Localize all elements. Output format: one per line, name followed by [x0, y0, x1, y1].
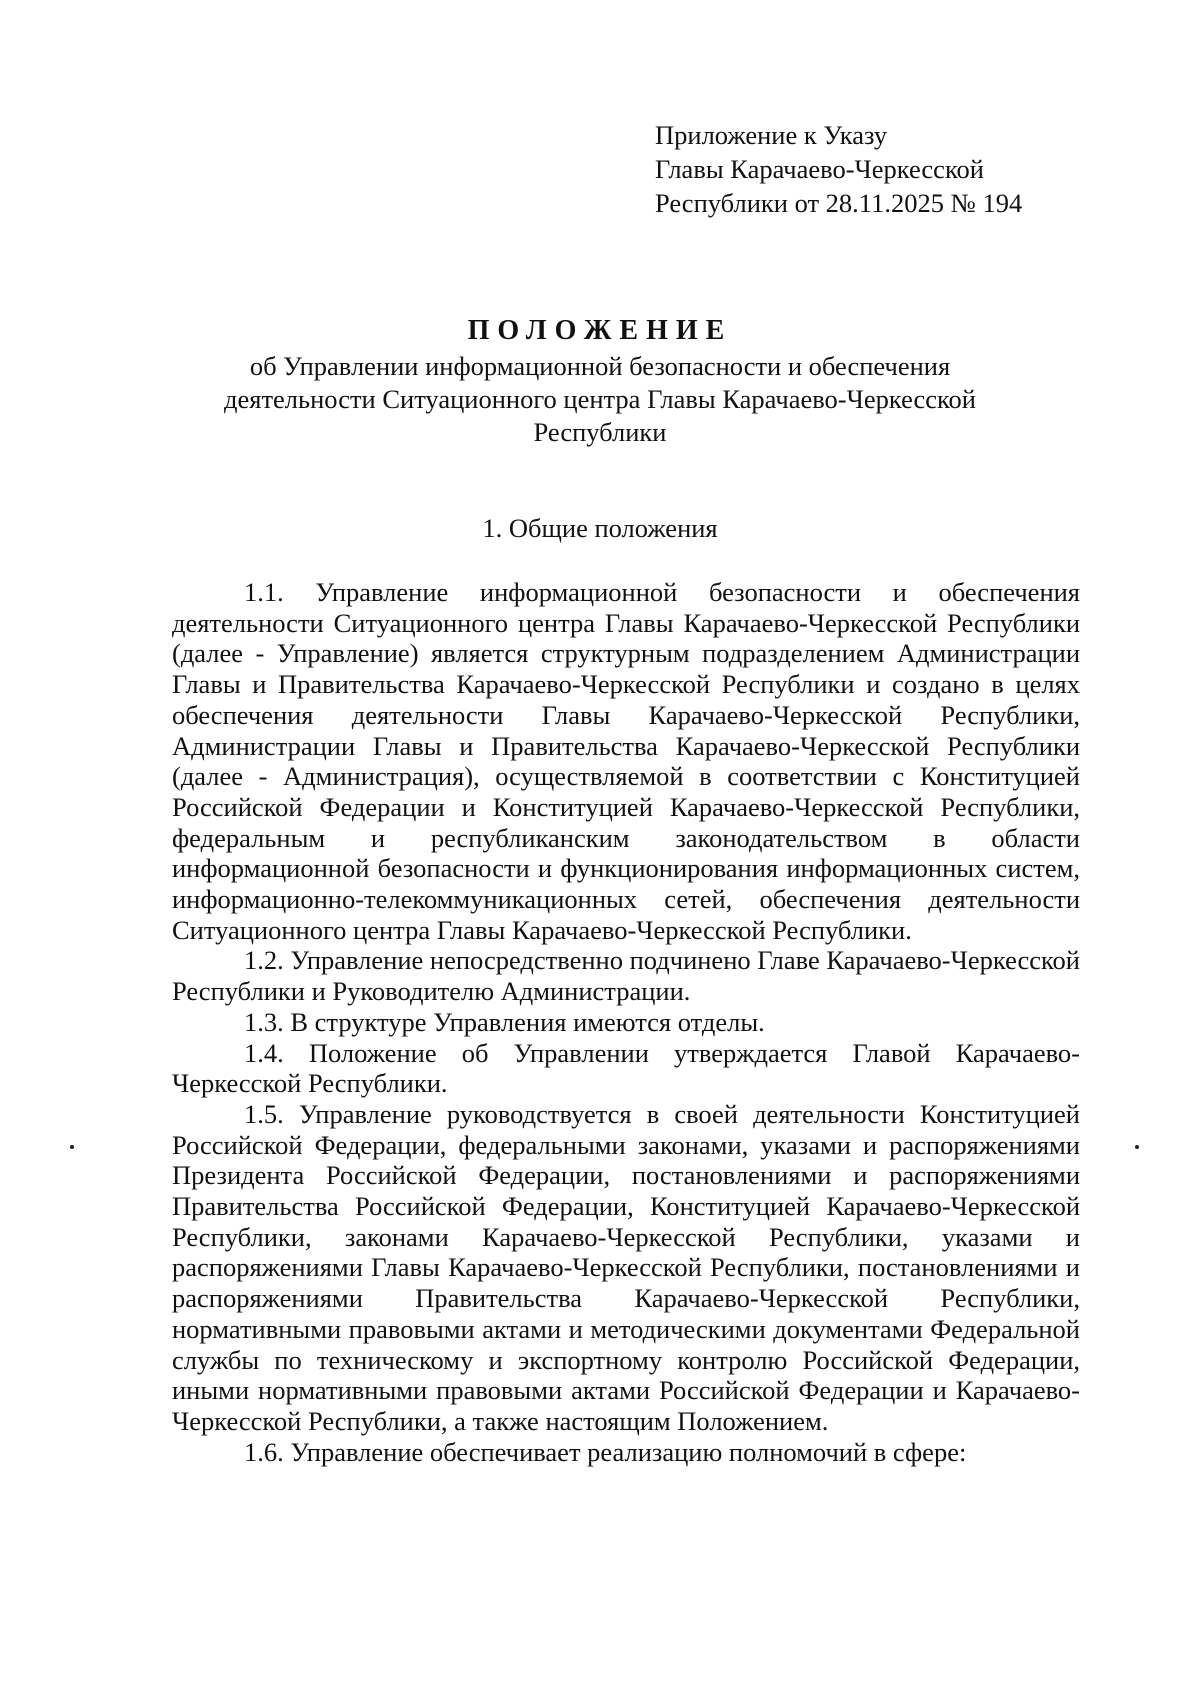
paragraph-1-5: 1.5. Управление руководствуется в своей деятельности Конституцией Российской Федерации, федеральными законами, указами и распоряжениями Президента Российской Федерации, постановлениями и распоряжениями Правительства Российской Федерации, Конституцией Карачаево-Черкесской Республики, законами Карачаево-Черкесской Республики, указами и распоряжениями Главы Карачаево-Черкесской Республики, постановлениями и распоряжениями Правительства Карачаево-Черкесской Республики, нормативными правовыми актами и методическими документами Федеральной службы по техническому и экспортному контролю Российской Федерации, иными нормативными правовыми актами Российской Федерации и Карачаево-Черкесской Республики, а также настоящим Положением. — [172, 1098, 1080, 1436]
document-body — [172, 577, 1080, 1467]
paragraph-1-3: 1.3. В структуре Управления имеются отделы. — [244, 1006, 765, 1037]
paragraph-1-4: 1.4. Положение об Управлении утверждается Главой Карачаево-Черкесской Республики. — [172, 1037, 1080, 1099]
scan-speck — [70, 1145, 74, 1149]
document-subtitle — [120, 350, 1080, 449]
appendix-line: Главы Карачаево-Черкесской — [655, 154, 984, 184]
document-title: ПОЛОЖЕНИЕ — [467, 315, 733, 346]
appendix-line: Республики от 28.11.2025 № 194 — [655, 188, 1023, 218]
appendix-reference — [655, 118, 1022, 220]
paragraph-1-6: 1.6. Управление обеспечивает реализацию полномочий в сфере: — [244, 1436, 967, 1467]
section-title: 1. Общие положения — [482, 513, 718, 543]
paragraph-1-2: 1.2. Управление непосредственно подчинено Главе Карачаево-Черкесской Республики и Руководителю Администрации. — [172, 945, 1080, 1007]
subtitle-line: деятельности Ситуационного центра Главы Карачаево-Черкесской — [224, 384, 976, 414]
subtitle-line: Республики — [533, 417, 667, 447]
subtitle-line: об Управлении информационной безопасности и обеспечения — [249, 351, 951, 381]
scan-speck — [1135, 1145, 1139, 1149]
paragraph-1-1: 1.1. Управление информационной безопасности и обеспечения деятельности Ситуационного центра Главы Карачаево-Черкесской Республики (далее - Управление) является структурным подразделением Администрации Главы и Правительства Карачаево-Черкесской Республики и создано в целях обеспечения деятельности Главы Карачаево-Черкесской Республики, Администрации Главы и Правительства Карачаево-Черкесской Республики (далее - Администрация), осуществляемой в соответствии с Конституцией Российской Федерации и Конституцией Карачаево-Черкесской Республики, федеральным и республиканским законодательством в области информационной безопасности и функционирования информационных систем, информационно-телекоммуникационных сетей, обеспечения деятельности Ситуационного центра Главы Карачаево-Черкесской Республики. — [172, 577, 1080, 945]
appendix-line: Приложение к Указу — [655, 120, 888, 150]
